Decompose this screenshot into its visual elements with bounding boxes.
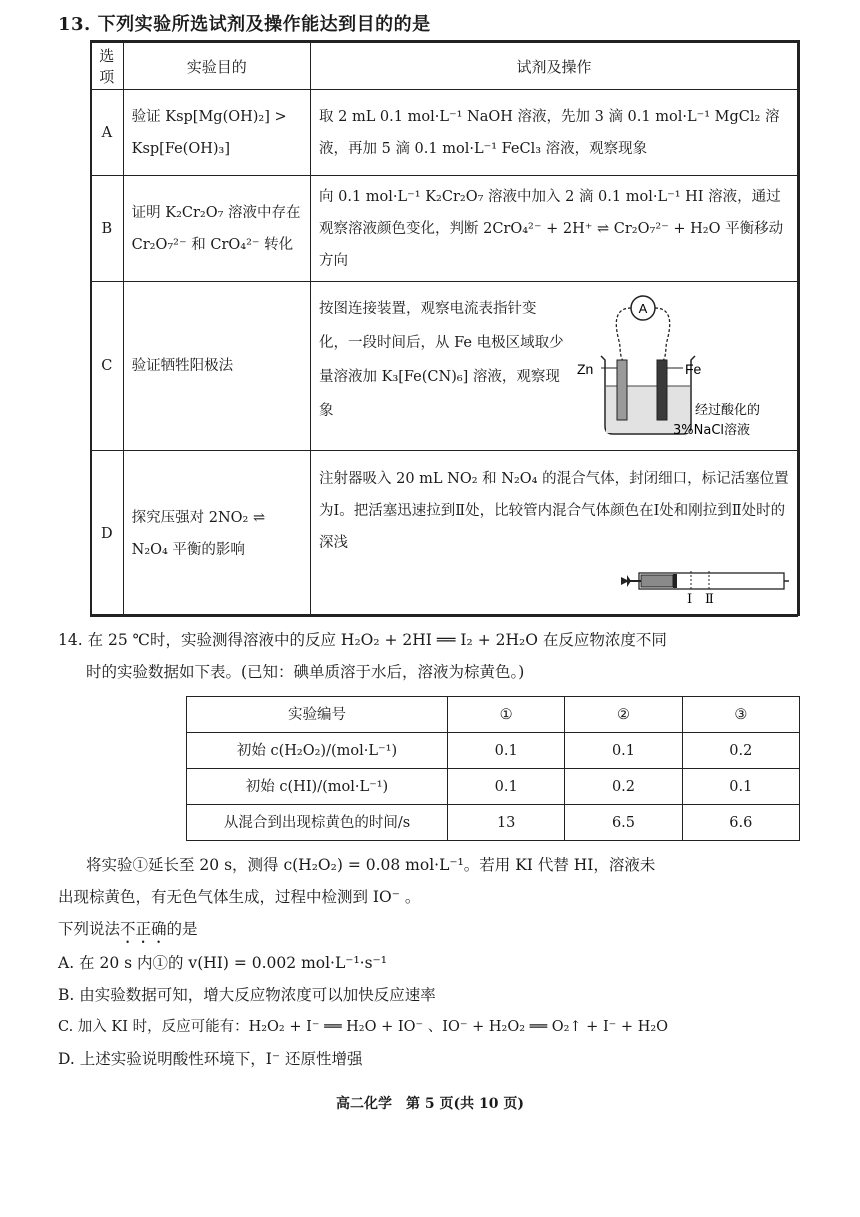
answer-option-a: A. 在 20 s 内①的 v(HI) = 0.002 mol·L⁻¹·s⁻¹ bbox=[58, 954, 387, 972]
ops-text: 注射器吸入 20 mL NO₂ 和 N₂O₄ 的混合气体，封闭细口，标记活塞位置为Ⅰ。把活塞迅速拉到Ⅱ处，比较管内混合气体颜色在Ⅰ处和刚拉到Ⅱ处时的深浅 bbox=[319, 470, 789, 551]
table-row bbox=[187, 769, 800, 805]
paragraph: 出现棕黄色，有无色气体生成，过程中检测到 IO⁻ 。 bbox=[58, 888, 421, 906]
table-cell: 0.2 bbox=[565, 769, 682, 805]
table-cell: 0.1 bbox=[448, 769, 565, 805]
option-label: B bbox=[91, 176, 124, 282]
answer-option-c: C. 加入 KI 时，反应可能有：H₂O₂ + I⁻ ══ H₂O + IO⁻ 、IO⁻ + H₂O₂ ══ O₂↑ + I⁻ + H₂O bbox=[58, 1019, 669, 1035]
prompt-emphasis: 不正确 bbox=[120, 920, 167, 938]
ops-text: 按图连接装置，观察电流表指针变化，一段时间后，从 Fe 电极区域取少量溶液加 K₃[Fe(CN)₆] 溶液，观察现象 bbox=[319, 301, 564, 419]
table-cell: 13 bbox=[448, 805, 565, 841]
table-cell: 实验编号 bbox=[187, 697, 448, 733]
ops-cell: 取 2 mL 0.1 mol·L⁻¹ NaOH 溶液，先加 3 滴 0.1 mol·L⁻¹ MgCl₂ 溶液，再加 5 滴 0.1 mol·L⁻¹ FeCl₃ 溶液，观察现象 bbox=[311, 90, 798, 176]
zn-label: Zn bbox=[577, 361, 594, 377]
table-row bbox=[91, 451, 798, 617]
answer-option-b: B. 由实验数据可知，增大反应物浓度可以加快反应速率 bbox=[58, 986, 436, 1004]
table-cell: 0.2 bbox=[682, 733, 799, 769]
table-cell: 6.6 bbox=[682, 805, 799, 841]
galvanic-cell-diagram bbox=[573, 286, 773, 446]
ops-cell-c bbox=[311, 282, 798, 451]
table-cell: 初始 c(HI)/(mol·L⁻¹) bbox=[187, 769, 448, 805]
option-label: A bbox=[91, 90, 124, 176]
solution-label-1: 经过酸化的 bbox=[695, 403, 761, 418]
ammeter-label: A bbox=[638, 301, 648, 316]
prompt-post: 的是 bbox=[166, 920, 198, 938]
table-cell: ② bbox=[565, 697, 682, 733]
solution-label-2: 3%NaCl溶液 bbox=[673, 423, 751, 438]
goal-cell: 证明 K₂Cr₂O₇ 溶液中存在 Cr₂O₇²⁻ 和 CrO₄²⁻ 转化 bbox=[123, 176, 310, 282]
table-cell: 0.1 bbox=[565, 733, 682, 769]
table-cell: 初始 c(H₂O₂)/(mol·L⁻¹) bbox=[187, 733, 448, 769]
table-cell: 0.1 bbox=[682, 769, 799, 805]
question-14-stem: 14. 在 25 ℃时，实验测得溶液中的反应 H₂O₂ + 2HI ══ I₂ + 2H₂O 在反应物浓度不同 bbox=[58, 631, 667, 649]
experiment-table bbox=[90, 42, 798, 617]
table-row bbox=[91, 90, 798, 176]
table-cell: ① bbox=[448, 697, 565, 733]
table-row bbox=[187, 733, 800, 769]
question-14-stem-cont: 时的实验数据如下表。(已知：碘单质溶于水后，溶液为棕黄色。) bbox=[86, 663, 525, 681]
table-row bbox=[187, 805, 800, 841]
ops-cell-d bbox=[311, 451, 798, 617]
question-13-title: 13. 下列实验所选试剂及操作能达到目的的是 bbox=[58, 14, 431, 35]
table-row bbox=[91, 282, 798, 451]
paragraph: 将实验①延长至 20 s，测得 c(H₂O₂) = 0.08 mol·L⁻¹。若用 KI 代替 HI，溶液未 bbox=[86, 856, 656, 874]
mark-ii: Ⅱ bbox=[705, 591, 714, 605]
table-row bbox=[91, 176, 798, 282]
table-cell: 从混合到出现棕黄色的时间/s bbox=[187, 805, 448, 841]
header-option: 选项 bbox=[91, 43, 124, 90]
table-cell: 0.1 bbox=[448, 733, 565, 769]
ops-cell: 向 0.1 mol·L⁻¹ K₂Cr₂O₇ 溶液中加入 2 滴 0.1 mol·L⁻¹ HI 溶液，通过观察溶液颜色变化，判断 2CrO₄²⁻ + 2H⁺ ⇌ Cr₂O₇²⁻ + H₂O 平衡移动方向 bbox=[311, 176, 798, 282]
goal-cell: 验证 Ksp[Mg(OH)₂] > Ksp[Fe(OH)₃] bbox=[123, 90, 310, 176]
option-label: D bbox=[91, 451, 124, 617]
prompt-pre: 下列说法 bbox=[58, 920, 121, 938]
ops-cell-c-wrap bbox=[311, 282, 797, 450]
table-row bbox=[187, 697, 800, 733]
goal-cell: 探究压强对 2NO₂ ⇌ N₂O₄ 平衡的影响 bbox=[123, 451, 310, 617]
option-label: C bbox=[91, 282, 124, 451]
table-header-row bbox=[91, 43, 798, 90]
goal-cell: 验证牺牲阳极法 bbox=[123, 282, 310, 451]
table-cell: 6.5 bbox=[565, 805, 682, 841]
question-14 bbox=[58, 624, 808, 1075]
table-cell: ③ bbox=[682, 697, 799, 733]
syringe-diagram bbox=[619, 565, 789, 605]
fe-label: Fe bbox=[685, 361, 702, 377]
header-goal: 实验目的 bbox=[123, 43, 310, 90]
question-prompt bbox=[58, 913, 808, 947]
rate-data-table bbox=[186, 696, 800, 841]
answer-option-d: D. 上述实验说明酸性环境下，I⁻ 还原性增强 bbox=[58, 1050, 363, 1068]
page-footer: 高二化学 第 5 页(共 10 页) bbox=[336, 1096, 524, 1112]
mark-i: Ⅰ bbox=[687, 591, 693, 605]
header-ops: 试剂及操作 bbox=[311, 43, 798, 90]
